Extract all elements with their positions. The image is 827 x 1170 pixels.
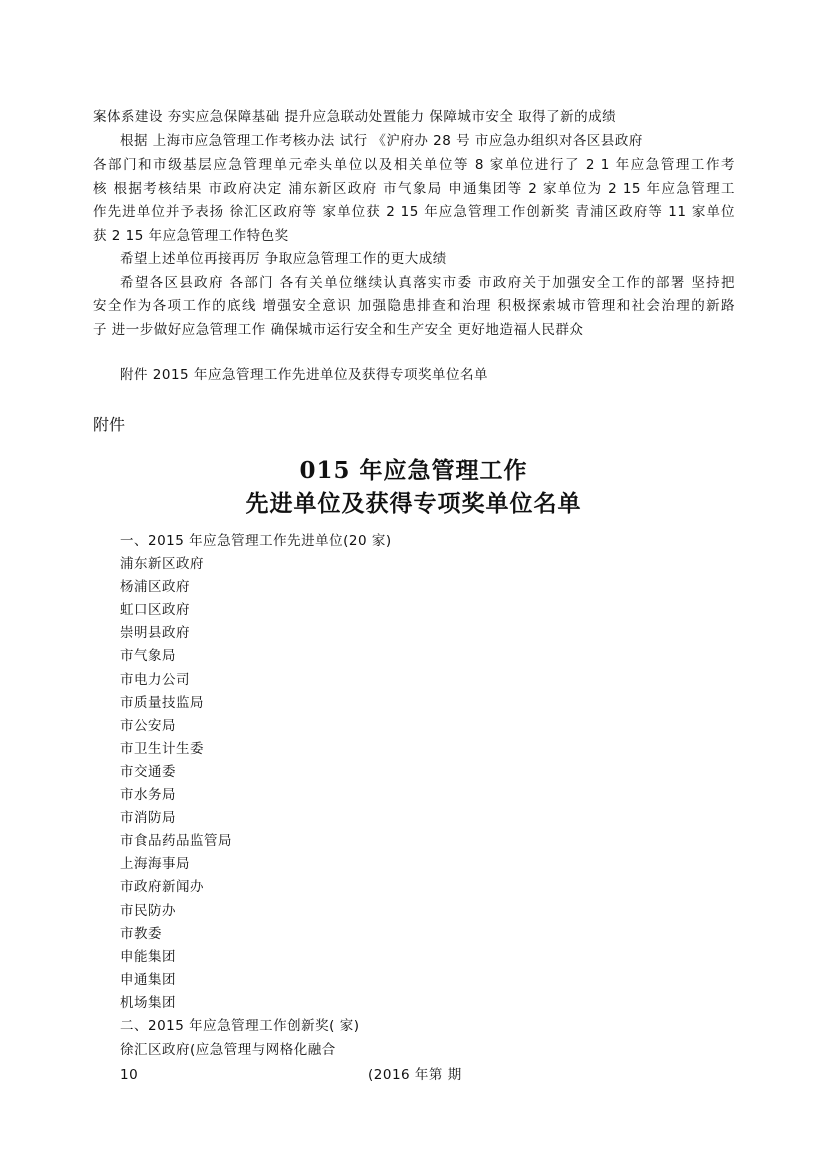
list-item: 市气象局: [120, 648, 176, 665]
list-item: 市教委: [120, 925, 162, 942]
list-item: 崇明县政府: [120, 625, 190, 642]
title-line-2: 先进单位及获得专项奖单位名单: [245, 490, 582, 517]
body-line: 核 根据考核结果 市政府决定 浦东新区政府 市气象局 申通集团等 2 家单位为 2 15 年应急管理工: [93, 181, 735, 197]
section1-heading: 一、2015 年应急管理工作先进单位(20 家): [120, 533, 392, 549]
body-line: 子 进一步做好应急管理工作 确保城市运行安全和生产安全 更好地造福人民群众: [93, 322, 584, 338]
footer-page-number: 10: [120, 1067, 139, 1083]
list-item: 市公安局: [120, 717, 176, 734]
list-item: 市电力公司: [120, 671, 190, 688]
list-item: 杨浦区政府: [120, 579, 190, 596]
body-line: 安全作为各项工作的底线 增强安全意识 加强隐患排查和治理 积极探索城市管理和社会治理的新路: [93, 298, 735, 314]
list-item: 市民防办: [120, 902, 176, 919]
body-line: 根据 上海市应急管理工作考核办法 试行 《沪府办 28 号 市应急办组织对各区县政府: [120, 133, 643, 149]
attachment-heading: 附件: [93, 415, 126, 434]
list-item: 市交通委: [120, 763, 176, 780]
body-line: 希望上述单位再接再厉 争取应急管理工作的更大成绩: [120, 251, 447, 267]
list-item: 申通集团: [120, 971, 176, 988]
list-item: 机场集团: [120, 994, 176, 1011]
body-line: 作先进单位并予表扬 徐汇区政府等 家单位获 2 15 年应急管理工作创新奖 青浦区政府等 11 家单位: [93, 204, 735, 220]
title-line-1: 015 年应急管理工作: [299, 457, 528, 484]
body-line: 希望各区县政府 各部门 各有关单位继续认真落实市委 市政府关于加强安全工作的部署 坚持把: [120, 275, 735, 291]
list-item: 市食品药品监管局: [120, 833, 232, 850]
list-item: 市质量技监局: [120, 694, 204, 711]
list-item: 徐汇区政府(应急管理与网格化融合: [120, 1042, 336, 1058]
body-line: 获 2 15 年应急管理工作特色奖: [93, 228, 289, 244]
list-item: 浦东新区政府: [120, 556, 204, 572]
list-item: 市水务局: [120, 787, 176, 803]
list-item: 市消防局: [120, 810, 176, 827]
attachment-note: 附件 2015 年应急管理工作先进单位及获得专项奖单位名单: [120, 367, 488, 383]
footer-issue: (2016 年第 期: [368, 1067, 462, 1083]
list-item: 上海海事局: [120, 856, 190, 873]
body-line: 案体系建设 夯实应急保障基础 提升应急联动处置能力 保障城市安全 取得了新的成绩: [93, 109, 617, 125]
body-line: 各部门和市级基层应急管理单元牵头单位以及相关单位等 8 家单位进行了 2 1 年应急管理工作考: [93, 157, 735, 173]
list-item: 申能集团: [120, 948, 176, 965]
list-item: 市卫生计生委: [120, 740, 204, 757]
list-item: 虹口区政府: [120, 602, 190, 619]
list-item: 市政府新闻办: [120, 879, 204, 896]
section2-heading: 二、2015 年应急管理工作创新奖( 家): [120, 1018, 360, 1034]
